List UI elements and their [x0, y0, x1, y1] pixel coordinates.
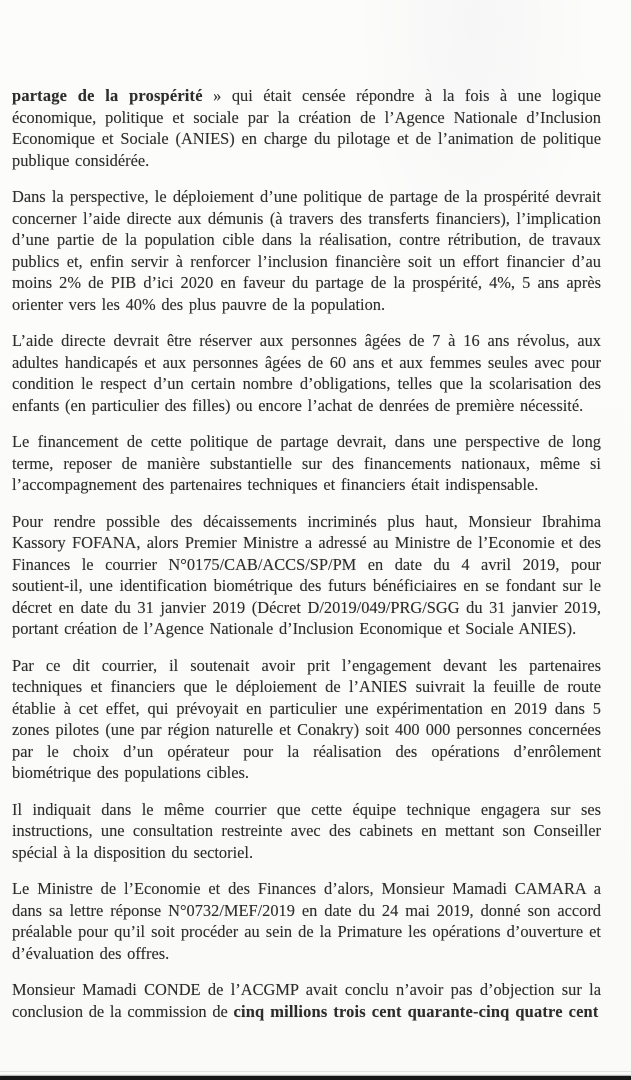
text-run: » qui était censée répondre à la fois à une logique économique, politique et sociale par la création de l’Agence Nationale d’Inclusion Economique et Sociale (ANIES) en charge du pilotage et de l’animation de politique publique considérée. [12, 86, 601, 170]
text-run: Monsieur Mamadi CONDE de l’ACGMP avait conclu n’avoir pas d’objection sur la conclusion de la commission de [12, 980, 601, 1021]
text-run: Pour rendre possible des décaissements incriminés plus haut, Monsieur Ibrahima Kassory FOFANA, alors Premier Ministre a adressé au Ministre de l’Economie et des Finances le courrier N°0175/CAB/ACCS/SP/PM en date du 4 avril 2019, pour soutient-il, une identification biométrique des futurs bénéficiaires en se fondant sur le décret en date du 31 janvier 2019 (Décret D/2019/049/PRG/SGG du 31 janvier 2019, portant création de l’Agence Nationale d’Inclusion Economique et Sociale ANIES). [12, 511, 601, 638]
text-run: Le Ministre de l’Economie et des Finances d’alors, Monsieur Mamadi CAMARA a dans sa lettre réponse N°0732/MEF/2019 en date du 24 mai 2019, donné son accord préalable pour qu’il soit procéder au sein de la Primature les opérations d’ouverture et d’évaluation des offres. [12, 879, 601, 963]
text-run: L’aide directe devrait être réserver aux personnes âgées de 7 à 16 ans révolus, aux adultes handicapés et aux personnes âgées de 60 ans et aux femmes seules avec pour condition le respect d’un certain nombre d’obligations, telles que la scolarisation des enfants (en particulier des filles) ou encore l’achat de denrées de première nécessité. [12, 331, 601, 415]
scan-bottom-bar [0, 1076, 631, 1080]
bold-text-run: cinq millions trois cent quarante-cinq quatre cent [233, 1001, 599, 1021]
paragraph [12, 431, 601, 496]
paragraph [12, 85, 601, 171]
paragraph [12, 186, 601, 315]
paragraph [12, 799, 601, 864]
paragraph [12, 878, 601, 964]
paragraph [12, 330, 601, 416]
text-run: Il indiquait dans le même courrier que cette équipe technique engagera sur ses instructions, une consultation restreinte avec des cabinets en mettant son Conseiller spécial à la disposition du sectoriel. [12, 799, 601, 862]
paragraph [12, 655, 601, 784]
scan-edge-line [0, 1071, 631, 1072]
bold-text-run: partage de la prospérité [12, 86, 203, 105]
text-run: Le financement de cette politique de partage devrait, dans une perspective de long terme, reposer de manière substantielle sur des financements nationaux, même si l’accompagnement des partenaires techniques et financiers était indispensable. [12, 432, 601, 494]
paragraph [12, 979, 601, 1022]
text-run: Dans la perspective, le déploiement d’une politique de partage de la prospérité devrait concerner l’aide directe aux démunis (à travers des transferts financiers), l’implication d’une partie de la population cible dans la réalisation, contre rétribution, de travaux publics et, enfin servir à renforcer l’inclusion financière soit un effort financier d’au moins 2% de PIB d’ici 2020 en faveur du partage de la prospérité, 4%, 5 ans après orienter vers les 40% des plus pauvre de la population. [12, 187, 601, 314]
text-run: Par ce dit courrier, il soutenait avoir prit l’engagement devant les partenaires techniques et financiers que le déploiement de l’ANIES suivrait la feuille de route établie à cet effet, qui prévoyait en particulier une expérimentation en 2019 dans 5 zones pilotes (une par région naturelle et Conakry) soit 400 000 personnes concernées par le choix d’un opérateur pour la réalisation des opérations d’enrôlement biométrique des populations cibles. [12, 655, 601, 782]
paragraph [12, 511, 601, 640]
document-body [12, 85, 601, 1037]
